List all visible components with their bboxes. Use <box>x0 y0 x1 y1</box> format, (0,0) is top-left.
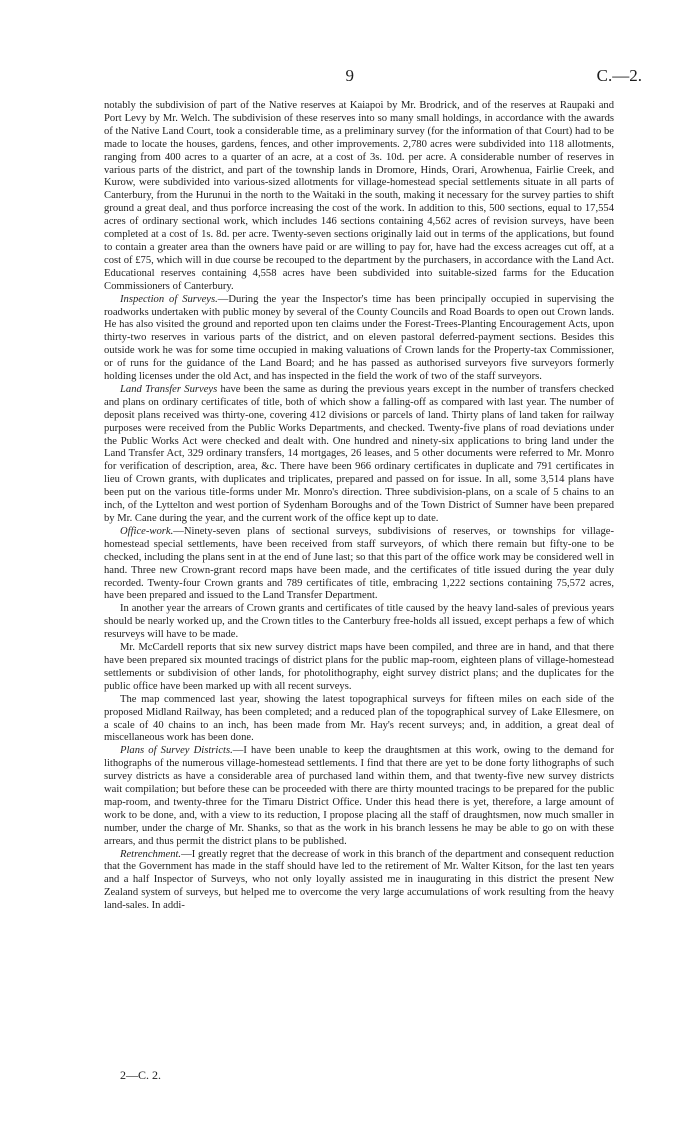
paragraph-text: Mr. McCardell reports that six new survey district maps have been compiled, and three are in hand, and that there have been prepared six mounted tracings of district plans for the public map-room, eighteen plans of village-homestead settlements or subdivision of other lands, for photolithography, eight survey district plans; and the duplicates for the public office have been marked up with all recent surveys. <box>104 642 614 692</box>
paragraph-mccardell-report <box>104 642 614 694</box>
section-heading: Retrenchment. <box>120 848 182 860</box>
section-heading: Land Transfer Surveys <box>120 383 218 395</box>
paragraph-text: —Ninety-seven plans of sectional surveys, subdivisions of reserves, or townships for village-homestead special settlements, have been received from staff surveyors, of which there remain but fifty-one to be checked, including the plans sent in at the end of June last; so that this part of the office work may be considered well in hand. Three new Crown-grant record maps have been made, and the certificates of title issued during the year duly recorded. Twenty-four Crown grants and 789 certificates of title, embracing 1,222 sections containing 75,572 acres, have been prepared and issued to the Land Transfer Department. <box>104 525 614 602</box>
paragraph-office-work <box>104 526 614 603</box>
document-reference: C.—2. <box>596 66 642 85</box>
paragraph-text: —I have been unable to keep the draughtsmen at this work, owing to the demand for lithographs of the numerous village-homestead settlements. I find that there are yet to be done forty lithographs of such survey districts as have a considerable area of purchased land within them, and that twenty-five new survey districts wait compilation; but before these can be proceeded with there are thirty mounted tracings to be prepared for the public map-room, and twenty-three for the Timaru District Office. Under this head there is yet, therefore, a large amount of work to be done, and, with a view to its reduction, I propose placing all the staff of draughtsmen, now much smaller in number, under the charge of Mr. Shanks, so that as the work in his branch lessens he may be able to go on with these arrears, and thus permit the district plans to be published. <box>104 745 614 847</box>
signature-mark: 2—C. 2. <box>120 1068 162 1082</box>
paragraph-text: notably the subdivision of part of the Native reserves at Kaiapoi by Mr. Brodrick, and of the reserves at Raupaki and Port Levy by Mr. Welch. The subdivision of these reserves into so many small holdings, in accordance with the awards of the Native Land Court, took a considerable time, as a preliminary survey (for the information of that Court) had to be made to locate the houses, gardens, fences, and other improvements. 2,780 acres were subdivided into 118 allotments, ranging from 400 acres to a quarter of an acre, at a cost of 3s. 10d. per acre. A considerable number of reserves in various parts of the district, and part of the township lands in Dromore, Hinds, Orari, Arowhenua, Fairlie Creek, and Kurow, were subdivided into various-sized allotments for village-homestead special settlements situate in all parts of Canterbury, from the Hurunui in the north to the Waitaki in the south, making it necessary for the survey parties to shift ground a great deal, and thus porforce increasing the cost of the work. In addition to this, 500 sections, equal to 17,554 acres of ordinary sectional work, which includes 146 sections containing 4,562 acres of revision surveys, have been completed at a cost of 1s. 8d. per acre. Twenty-seven sections originally laid out in terms of the applications, but found to contain a greater area than the owners have paid or are willing to pay for, have had the excess acreages cut off, at a cost of £75, which will in due course be recouped to the department by the purchasers, in accordance with the Land Act. Educational reserves containing 4,558 acres have been subdivided into suitable-sized farms for the Education Commissioners of Canterbury. <box>104 100 614 292</box>
paragraph-text: In another year the arrears of Crown grants and certificates of title caused by the heavy land-sales of previous years should be nearly worked up, and the Crown titles to the Canterbury free-holds all issued, except perhaps a few of which resurveys will have to be made. <box>104 603 614 641</box>
paragraph-text: —During the year the Inspector's time has been principally occupied in supervising the roadworks undertaken with public money by several of the County Councils and Road Boards to open out Crown lands. He has also visited the ground and reported upon ten claims under the Forest-Trees-Planting Encouragement Acts, upon thirty-two reserves in various parts of the district, and on eleven pastoral deferred-payment sections. Besides this outside work he was for some time occupied in making valuations of Crown lands for the Property-tax Commissioner, or of runs for the guidance of the Land Board; and he has passed as authorised surveyors five surveyors formerly holding licenses under the old Act, and has inspected in the field the work of two of the staff surveyors. <box>104 293 614 383</box>
paragraph-land-transfer-surveys <box>104 384 614 526</box>
section-heading: Office-work. <box>120 525 174 537</box>
paragraph-midland-railway-map <box>104 694 614 746</box>
body-text <box>104 100 614 913</box>
paragraph-native-reserves <box>104 100 614 294</box>
paragraph-inspection-of-surveys <box>104 294 614 384</box>
paragraph-text: have been the same as during the previous years except in the number of transfers checked and plans on ordinary certificates of title, both of which show a falling-off as compared with last year. The number of deposit plans received was thirty-one, covering 412 divisions or parcels of land. Thirty plans of land taken for railway purposes were received from the Public Works Departments, and checked. Twenty-five plans of road deviations under the Public Works Act were checked and dealt with. One hundred and ninety-six applications to bring land under the Land Transfer Act, 329 ordinary transfers, 14 mortgages, 26 leases, and 5 other documents were referred to Mr. Monro for verification of description, area, &c. There have been 966 ordinary certificates in duplicate and 791 certificates in lieu of Crown grants, with duplicates and triplicates, prepared and passed on for issue. In all, some 3,514 plans have been put on the various title-forms under Mr. Monro's direction. Three subdivision-plans, on a scale of 5 chains to an inch, of the Lyttelton and west portion of Sydenham Boroughs and of the Town District of Sumner have been prepared by Mr. Cane during the year, and the current work of the office kept up to date. <box>104 383 614 524</box>
section-heading: Inspection of Surveys. <box>120 293 218 305</box>
paragraph-arrears <box>104 603 614 642</box>
paragraph-retrenchment <box>104 849 614 914</box>
paragraph-text: The map commenced last year, showing the latest topographical surveys for fifteen miles on each side of the proposed Midland Railway, has been completed; and a reduced plan of the topographical survey of Lake Ellesmere, on a scale of 40 chains to an inch, has been made from Mr. Hay's recent surveys; and, in addition, a great deal of miscellaneous work has been done. <box>104 693 614 744</box>
page-number: 9 <box>345 66 355 85</box>
paragraph-plans-of-survey-districts <box>104 745 614 848</box>
section-heading: Plans of Survey Districts. <box>120 745 233 757</box>
paragraph-text: —I greatly regret that the decrease of work in this branch of the department and consequent reduction that the Government has made in the staff should have led to the retirement of Mr. Walter Kitson, for the last ten years and a half Inspector of Surveys, who not only loyally assisted me in inaugurating in this district the present New Zealand system of surveys, but helped me to overcome the very large accumulations of work resulting from the heavy land-sales. In addi- <box>104 848 614 912</box>
